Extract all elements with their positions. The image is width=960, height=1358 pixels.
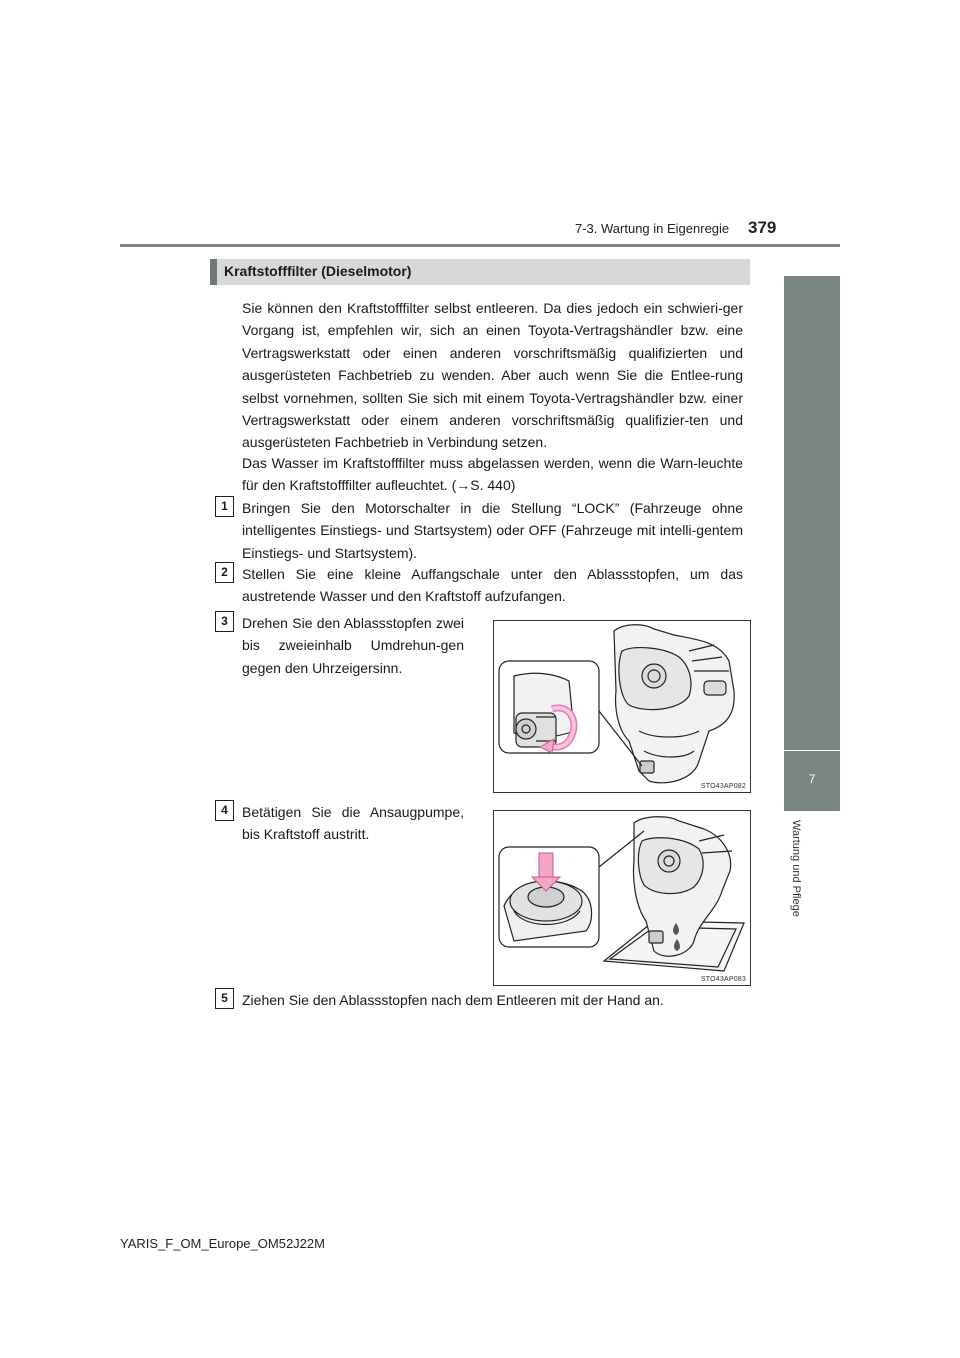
header-divider <box>120 244 840 247</box>
step-number-5: 5 <box>215 988 234 1009</box>
step-number-3: 3 <box>215 611 234 632</box>
step-number-2: 2 <box>215 562 234 583</box>
illustration-priming-pump <box>493 810 751 986</box>
step-number-1: 1 <box>215 496 234 517</box>
step-number-4: 4 <box>215 800 234 821</box>
section-heading-marker <box>210 259 217 285</box>
chapter-tab-band <box>784 276 840 750</box>
figure-code-1: STO43AP082 <box>700 783 746 790</box>
step-text-1: Bringen Sie den Motorschalter in die Stellung “LOCK” (Fahrzeuge ohne intelligentes Einstiegs- und Startsystem) oder OFF (Fahrzeuge mit intelli-gentem Einstiegs- und Startsystem). <box>242 500 743 561</box>
document-code: YARIS_F_OM_Europe_OM52J22M <box>120 1236 325 1251</box>
step-text-2: Stellen Sie eine kleine Auffangschale unter den Ablassstopfen, um das austretende Wasser und den Kraftstoff aufzufangen. <box>242 566 743 605</box>
intro-paragraph-1: Sie können den Kraftstofffilter selbst entleeren. Da dies jedoch ein schwieri-ger Vorgang ist, empfehlen wir, sich an einen Toyota-Vertragshändler bzw. eine Vertragswerkstatt oder einen anderen vorschriftsmäßig qualifizierten und ausgerüsteten Fachbetrieb zu wenden. Aber auch wenn Sie die Entlee-rung selbst vornehmen, sollten Sie sich mit einem Toyota-Vertragshändler bzw. einer Vertragswerkstatt oder einem anderen vorschriftsmäßig qualifizier-ten und ausgerüsteten Fachbetrieb in Verbindung setzen. <box>242 300 743 451</box>
step-text-5: Ziehen Sie den Ablassstopfen nach dem Entleeren mit der Hand an. <box>242 992 664 1008</box>
chapter-tab-number: 7 <box>784 751 840 811</box>
step-text-3: Drehen Sie den Ablassstopfen zwei bis zweieinhalb Umdrehun-gen gegen den Uhrzeigersinn. <box>242 615 464 676</box>
chapter-label-text: Wartung und Pflege <box>790 820 802 917</box>
intro-paragraph-2: Das Wasser im Kraftstofffilter muss abgelassen werden, wenn die Warn-leuchte für den Kraftstofffilter aufleuchtet. (→S. 440) <box>242 455 743 494</box>
section-heading-bar <box>210 259 750 285</box>
section-title: Kraftstofffilter (Dieselmotor) <box>224 263 412 279</box>
chapter-tab-label <box>784 820 812 940</box>
priming-pump-drawing <box>494 811 750 985</box>
illustration-drain-plug <box>493 620 751 793</box>
fuel-filter-drain-drawing <box>494 621 750 792</box>
figure-code-2: STO43AP083 <box>700 976 746 983</box>
page-number: 379 <box>748 218 777 237</box>
step-text-4: Betätigen Sie die Ansaugpumpe, bis Kraftstoff austritt. <box>242 804 464 843</box>
header-section-title: 7-3. Wartung in Eigenregie <box>575 221 730 236</box>
